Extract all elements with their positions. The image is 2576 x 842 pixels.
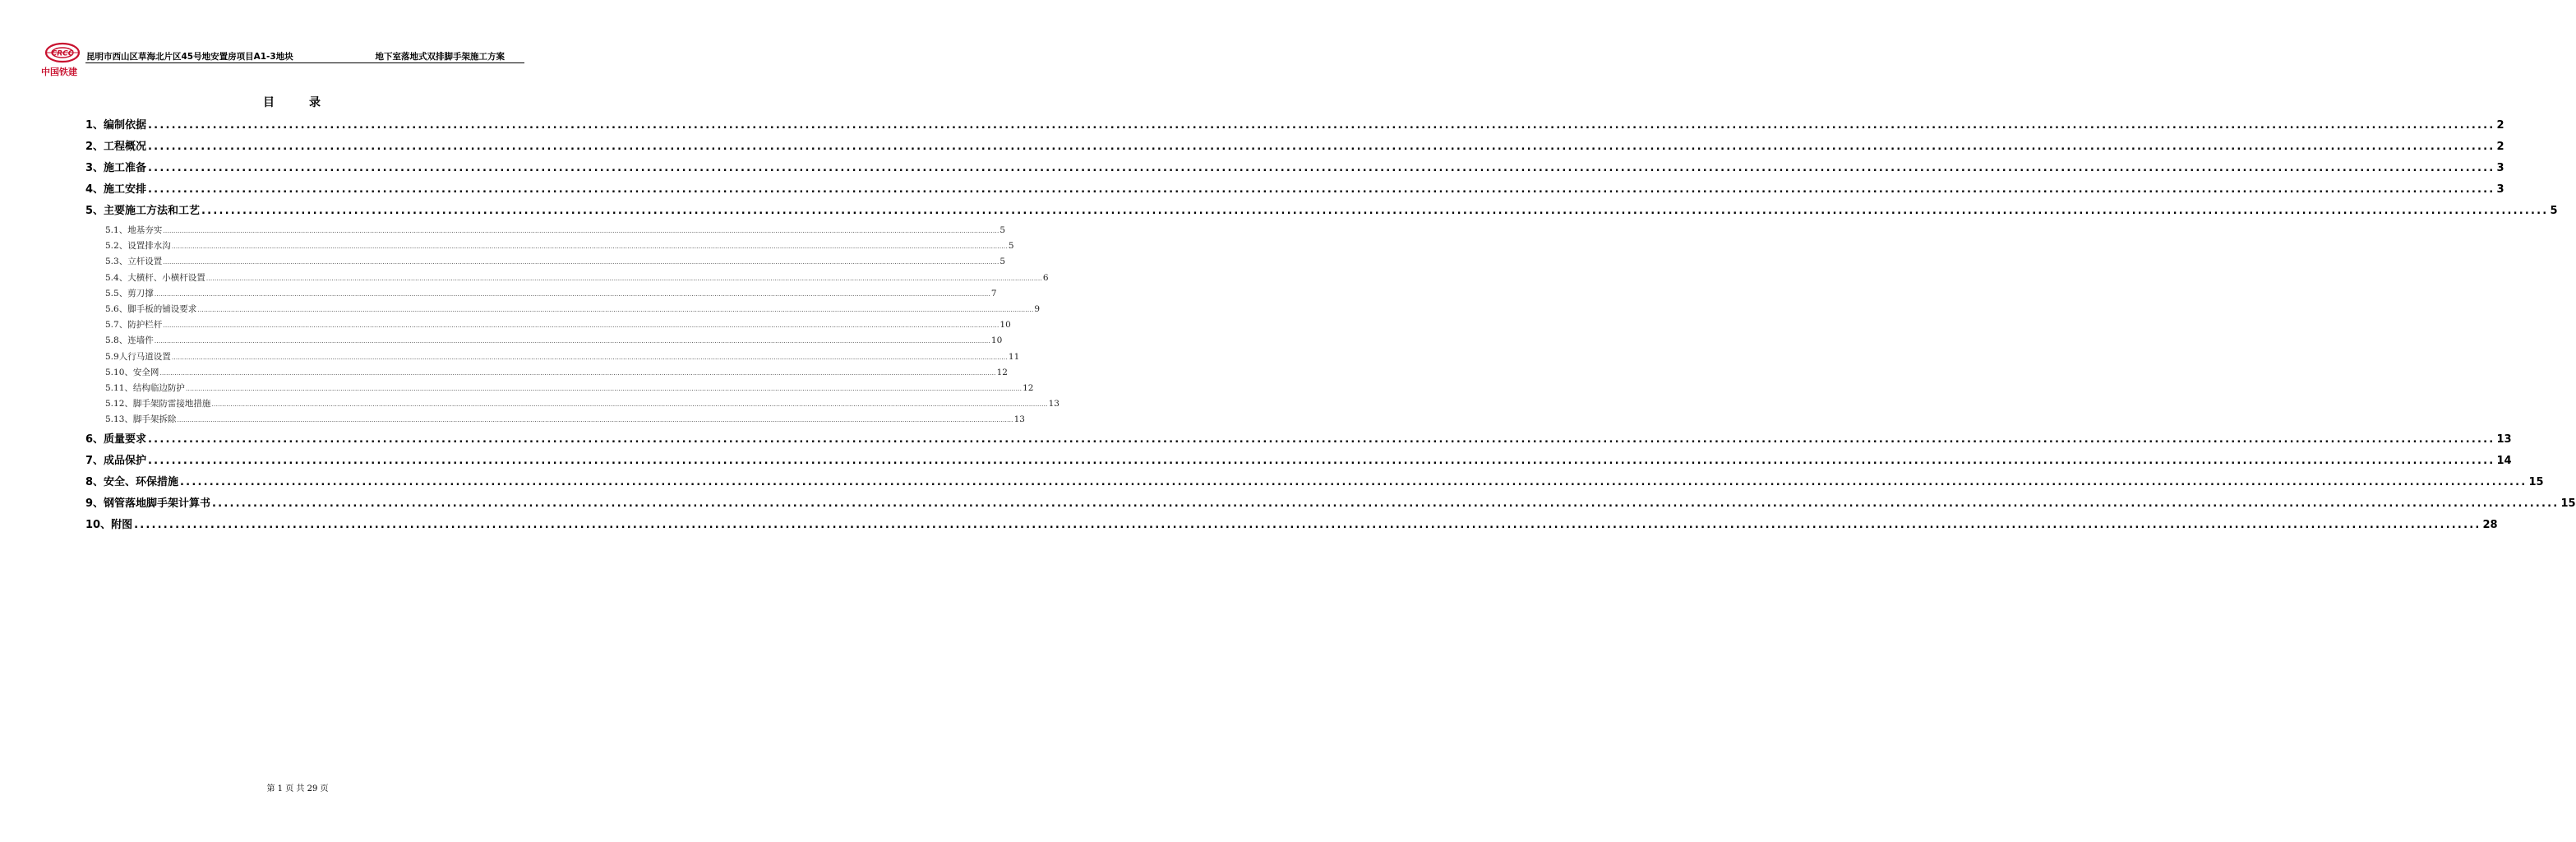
- toc-entry[interactable]: [85, 412, 1025, 428]
- toc-entry-label: 8、安全、环保措施: [85, 476, 179, 489]
- toc-entry-page: 10: [999, 320, 1011, 331]
- toc-entry-page: 28: [2482, 519, 2498, 532]
- toc-entry[interactable]: [85, 515, 2498, 536]
- toc-entry-page: 13: [1013, 414, 1025, 425]
- toc-entry-page: 7: [990, 288, 997, 298]
- toc-leader-dots: ................................................................................................................................................................................................................................................................................................................................................................................................................: [171, 353, 1008, 361]
- toc-entry-label: 4、施工安排: [85, 183, 147, 196]
- toc-leader-dots: ................................................................................................................................................................................................................................................................................................................................................................................................................: [197, 305, 1034, 313]
- logo-mark-text: CRCC: [51, 49, 74, 58]
- toc-leader-dots: ................................................................................................................................................................................................................................................................................................................................................................................................................: [159, 368, 996, 377]
- toc-entry-page: 9: [1034, 303, 1041, 314]
- toc-entry[interactable]: [85, 451, 2512, 472]
- toc-entry[interactable]: [85, 381, 1034, 396]
- toc-entry-label: 5.9人行马道设置: [105, 351, 171, 362]
- toc-leader-dots: ................................................................................................................................................................................................................................................................................................................................................................................................................: [201, 205, 2549, 217]
- toc-entry-page: 12: [1023, 382, 1034, 393]
- toc-leader-dots: ................................................................................................................................................................................................................................................................................................................................................................................................................: [148, 433, 2495, 446]
- toc-entry-page: 5: [999, 225, 1006, 235]
- toc-entry[interactable]: [85, 333, 1003, 349]
- toc-entry-label: 10、附图: [85, 519, 133, 532]
- toc-entry-page: 11: [1008, 351, 1020, 362]
- toc-leader-dots: ................................................................................................................................................................................................................................................................................................................................................................................................................: [148, 119, 2495, 132]
- toc-entry-label: 2、工程概况: [85, 141, 147, 153]
- table-of-contents: [85, 115, 2576, 536]
- toc-leader-dots: ................................................................................................................................................................................................................................................................................................................................................................................................................: [212, 497, 2560, 511]
- toc-leader-dots: ................................................................................................................................................................................................................................................................................................................................................................................................................: [177, 416, 1013, 424]
- toc-entry-page: 3: [2496, 183, 2504, 196]
- toc-entry-label: 5.4、大横杆、小横杆设置: [105, 272, 205, 283]
- toc-entry[interactable]: [85, 136, 2504, 158]
- toc-entry[interactable]: [85, 302, 1041, 317]
- toc-leader-dots: ................................................................................................................................................................................................................................................................................................................................................................................................................: [185, 384, 1023, 392]
- page-header: [39, 39, 524, 77]
- toc-leader-dots: ................................................................................................................................................................................................................................................................................................................................................................................................................: [205, 274, 1042, 282]
- toc-entry-page: 5: [999, 257, 1006, 267]
- toc-entry[interactable]: [85, 349, 1020, 365]
- toc-entry-label: 5.11、结构临边防护: [105, 382, 185, 393]
- toc-entry-label: 5.1、地基夯实: [105, 225, 163, 235]
- toc-entry-label: 5.5、剪刀撑: [105, 288, 154, 298]
- toc-entry-label: 5.2、设置排水沟: [105, 241, 171, 252]
- toc-entry-page: 13: [2496, 433, 2512, 446]
- toc-entry-label: 5.13、脚手架拆除: [105, 414, 177, 425]
- toc-leader-dots: ................................................................................................................................................................................................................................................................................................................................................................................................................: [211, 400, 1048, 409]
- toc-leader-dots: ................................................................................................................................................................................................................................................................................................................................................................................................................: [154, 337, 990, 345]
- toc-entry-page: 15: [2560, 497, 2576, 511]
- toc-entry[interactable]: [85, 365, 1008, 381]
- toc-leader-dots: ................................................................................................................................................................................................................................................................................................................................................................................................................: [148, 141, 2495, 153]
- toc-entry-label: 9、钢管落地脚手架计算书: [85, 497, 211, 511]
- toc-entry-label: 5.7、防护栏杆: [105, 320, 163, 331]
- crcc-logo-icon: [44, 41, 81, 64]
- toc-entry-page: 3: [2496, 162, 2504, 174]
- crcc-logo: [41, 41, 84, 76]
- toc-entry-label: 1、编制依据: [85, 119, 147, 132]
- toc-entry[interactable]: [85, 472, 2544, 493]
- toc-entry-page: 10: [990, 335, 1003, 346]
- toc-entry-page: 14: [2496, 455, 2512, 468]
- toc-entry-label: 5.3、立杆设置: [105, 257, 163, 267]
- toc-entry[interactable]: [85, 317, 1011, 333]
- toc-entry[interactable]: [85, 493, 2576, 515]
- toc-entry[interactable]: [85, 223, 1006, 238]
- toc-entry-page: 2: [2496, 119, 2504, 132]
- toc-entry-label: 5.8、连墙件: [105, 335, 154, 346]
- toc-entry-page: 5: [1008, 241, 1014, 252]
- toc-entry-label: 7、成品保护: [85, 455, 147, 468]
- toc-entry-page: 2: [2496, 141, 2504, 153]
- toc-entry[interactable]: [85, 271, 1049, 286]
- toc-entry[interactable]: [85, 238, 1014, 254]
- toc-entry-label: 3、施工准备: [85, 162, 147, 174]
- toc-leader-dots: ................................................................................................................................................................................................................................................................................................................................................................................................................: [163, 227, 999, 234]
- toc-entry-page: 6: [1042, 272, 1049, 283]
- toc-title: 目 录: [263, 96, 332, 109]
- toc-entry[interactable]: [85, 429, 2512, 451]
- logo-text: 中国铁建: [41, 67, 77, 77]
- toc-entry-page: 15: [2528, 476, 2544, 489]
- toc-entry-page: 12: [996, 367, 1008, 377]
- page-footer: 第 1 页 共 29 页: [266, 784, 329, 793]
- toc-entry-label: 5.10、安全网: [105, 367, 159, 377]
- toc-leader-dots: ................................................................................................................................................................................................................................................................................................................................................................................................................: [134, 519, 2481, 532]
- toc-entry[interactable]: [85, 201, 2558, 222]
- toc-entry[interactable]: [85, 286, 997, 302]
- toc-entry[interactable]: [85, 158, 2504, 179]
- toc-leader-dots: ................................................................................................................................................................................................................................................................................................................................................................................................................: [163, 322, 999, 330]
- toc-leader-dots: ................................................................................................................................................................................................................................................................................................................................................................................................................: [163, 258, 999, 266]
- project-title: 昆明市西山区草海北片区45号地安置房项目A1-3地块: [86, 52, 293, 62]
- toc-entry-label: 5.12、脚手架防雷接地措施: [105, 399, 211, 409]
- toc-entry-label: 5.6、脚手板的铺设要求: [105, 303, 197, 314]
- toc-entry-label: 6、质量要求: [85, 433, 147, 446]
- toc-leader-dots: ................................................................................................................................................................................................................................................................................................................................................................................................................: [148, 183, 2495, 196]
- toc-entry-page: 13: [1048, 399, 1059, 409]
- header-divider: [85, 62, 524, 63]
- toc-entry[interactable]: [85, 254, 1006, 270]
- toc-leader-dots: ................................................................................................................................................................................................................................................................................................................................................................................................................: [154, 289, 990, 298]
- toc-entry[interactable]: [85, 115, 2504, 136]
- toc-leader-dots: ................................................................................................................................................................................................................................................................................................................................................................................................................: [171, 243, 1008, 251]
- toc-entry-label: 5、主要施工方法和工艺: [85, 205, 201, 217]
- toc-entry-page: 5: [2550, 205, 2558, 217]
- toc-leader-dots: ................................................................................................................................................................................................................................................................................................................................................................................................................: [148, 162, 2495, 174]
- toc-entry[interactable]: [85, 179, 2504, 201]
- toc-leader-dots: ................................................................................................................................................................................................................................................................................................................................................................................................................: [148, 455, 2495, 468]
- toc-leader-dots: ................................................................................................................................................................................................................................................................................................................................................................................................................: [180, 476, 2528, 489]
- toc-entry[interactable]: [85, 396, 1059, 412]
- document-title: 地下室落地式双排脚手架施工方案: [375, 52, 505, 62]
